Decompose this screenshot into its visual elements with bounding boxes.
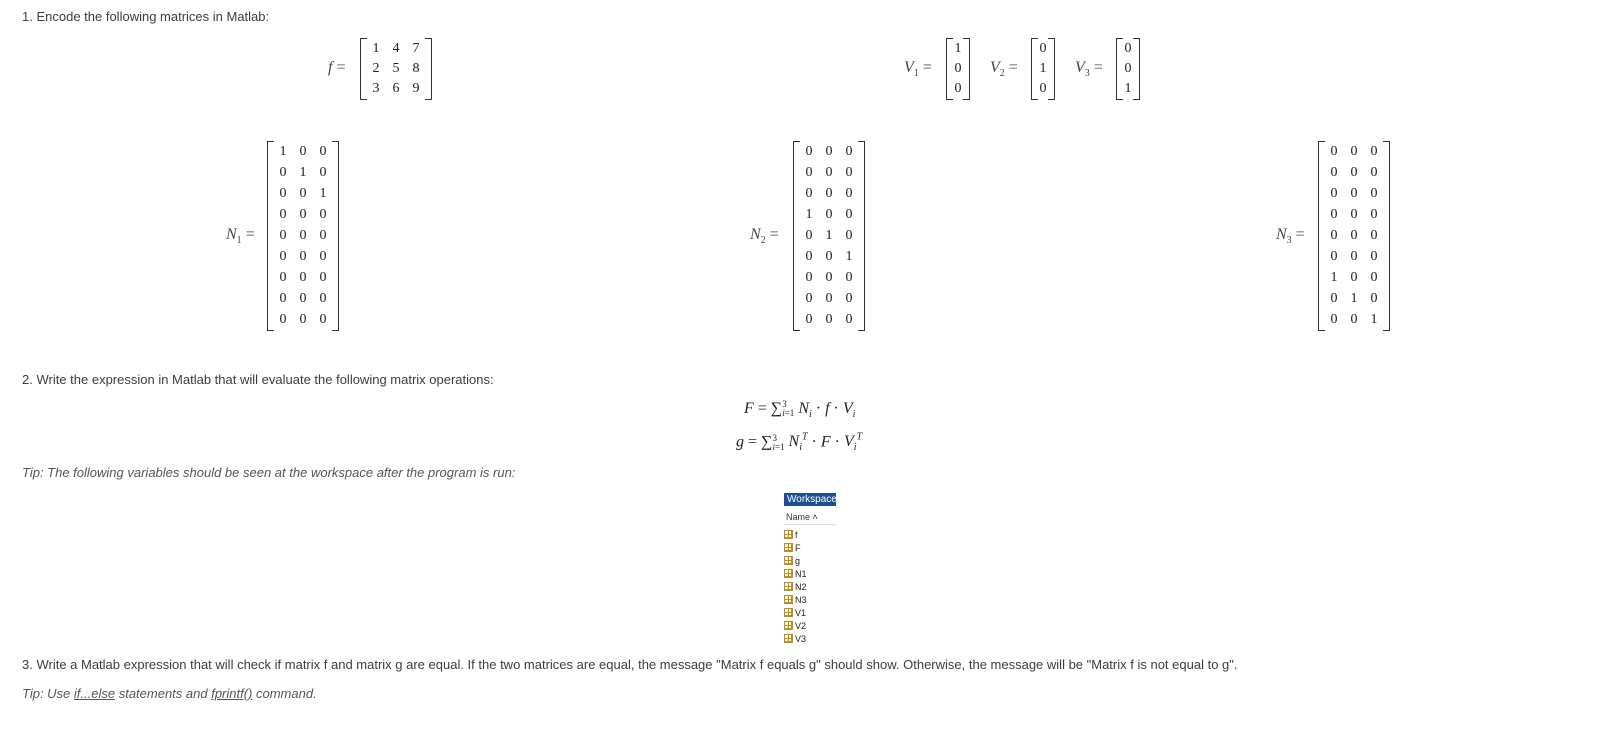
workspace-var-item[interactable] [784, 619, 836, 632]
matrix-n2-cell: 0 [825, 207, 833, 223]
matrix-n3-cell: 0 [1330, 228, 1338, 243]
question-1: 1. Encode the following matrices in Matlab: [22, 9, 270, 24]
matrix-n1-cell: 0 [319, 248, 327, 264]
matrix-n1 [267, 142, 339, 330]
matrix-n3-cell: 0 [1330, 165, 1338, 181]
matrix-n3-cell: 0 [1350, 144, 1358, 160]
matrix-variable-icon [784, 582, 793, 591]
matrix-n3-label: $N_3$ = [1276, 226, 1305, 247]
matrix-v1-cell: 1 [954, 41, 962, 56]
matrix-n2-cell: 0 [845, 311, 853, 327]
matrix-f-cell: 2 [372, 61, 380, 76]
workspace-var-name: V1 [795, 607, 807, 618]
workspace-title: Workspace [784, 493, 836, 506]
workspace-var-name: N3 [795, 594, 807, 605]
matrix-n2-cell: 0 [825, 186, 833, 202]
matrix-n1-cell: 0 [319, 228, 327, 243]
matrix-v1-cell: 0 [954, 61, 962, 76]
matrix-n3-cell: 0 [1330, 144, 1338, 160]
workspace-var-name: F [795, 542, 801, 553]
matrix-v3-cell: 1 [1124, 81, 1132, 96]
matrix-variable-icon [784, 608, 793, 617]
workspace-var-name: g [795, 555, 801, 566]
matrix-n3-cell: 0 [1370, 186, 1378, 202]
matrix-f-cell: 1 [372, 41, 380, 56]
matrix-n1-cell: 0 [319, 207, 327, 223]
matrix-n1-cell: 0 [279, 186, 287, 202]
matrix-n3-cell: 0 [1370, 144, 1378, 160]
matrix-n2-cell: 0 [845, 144, 853, 160]
ifelse-link: if...else [73, 686, 116, 701]
matrix-f-cell: 5 [392, 61, 400, 76]
matrix-n1-cell: 0 [319, 269, 327, 285]
matrix-n2-cell: 0 [805, 144, 813, 160]
matrix-n1-cell: 0 [279, 228, 287, 243]
matrix-n3-cell: 0 [1330, 248, 1338, 264]
matrix-n2-cell: 0 [825, 290, 833, 306]
matrix-n1-cell: 0 [299, 269, 307, 285]
matrix-n2-cell: 1 [805, 207, 813, 223]
matrix-n1-cell: 0 [299, 186, 307, 202]
matrix-n3-cell: 0 [1370, 269, 1378, 285]
matrix-n2-cell: 0 [845, 207, 853, 223]
matrix-n1-cell: 0 [319, 144, 327, 160]
matrix-n1-cell: 0 [299, 290, 307, 306]
workspace-var-name: V3 [795, 633, 807, 644]
tip-ifelse: Tip: Use if...else statements and fprintf() command. [22, 686, 317, 701]
matrix-n2-cell: 0 [825, 269, 833, 285]
matrix-n3-cell: 0 [1350, 269, 1358, 285]
matrix-n1-cell: 0 [299, 311, 307, 327]
matrix-n1-cell: 0 [279, 165, 287, 181]
matrix-n1-cell: 1 [319, 186, 327, 202]
matrix-n2-cell: 0 [845, 290, 853, 306]
matrix-v3-label: $V_3$ = [1075, 59, 1103, 80]
matrix-n2-cell: 0 [805, 228, 813, 243]
workspace-var-item[interactable] [784, 580, 836, 593]
matrix-n2-cell: 0 [805, 165, 813, 181]
matrix-n1-cell: 0 [279, 290, 287, 306]
matrix-n3-cell: 0 [1330, 207, 1338, 223]
workspace-var-item[interactable] [784, 593, 836, 606]
matrix-variable-icon [784, 569, 793, 578]
formula-F: F = ∑ 3 i=1 $N_i \cdot f \cdot V_i$ [744, 399, 856, 421]
matrix-n3-cell: 0 [1370, 207, 1378, 223]
matrix-n3-cell: 0 [1330, 311, 1338, 327]
matrix-n2-cell: 1 [845, 248, 853, 264]
matrix-n3-cell: 0 [1350, 248, 1358, 264]
matrix-v3 [1116, 39, 1140, 99]
matrix-n3 [1318, 142, 1390, 330]
matrix-n2-cell: 0 [825, 248, 833, 264]
matrix-v2 [1031, 39, 1055, 99]
workspace-var-item[interactable] [784, 606, 836, 619]
matrix-n3-cell: 1 [1350, 290, 1358, 306]
matrix-n2-cell: 0 [805, 248, 813, 264]
workspace-var-item[interactable] [784, 528, 836, 541]
matrix-n1-cell: 0 [299, 144, 307, 160]
matrix-n2-cell: 0 [805, 290, 813, 306]
matrix-n2-cell: 0 [805, 186, 813, 202]
matrix-f [360, 39, 432, 99]
matrix-f-cell: 4 [392, 41, 400, 56]
matrix-f-cell: 3 [372, 81, 380, 96]
matrix-f-cell: 7 [412, 41, 420, 56]
matrix-n2-cell: 0 [825, 311, 833, 327]
matrix-n3-cell: 0 [1350, 228, 1358, 243]
matrix-n1-cell: 0 [279, 311, 287, 327]
formula-g: g = ∑ 3 i=1 $N_i^T \cdot F \cdot V_i^T$ [736, 432, 863, 454]
question-2: 2. Write the expression in Matlab that will evaluate the following matrix operations: [22, 372, 494, 387]
matrix-v3-cell: 0 [1124, 41, 1132, 56]
matrix-n2-cell: 0 [805, 311, 813, 327]
matrix-f-cell: 6 [392, 81, 400, 96]
matrix-v2-cell: 0 [1039, 41, 1047, 56]
matrix-variable-icon [784, 543, 793, 552]
matrix-n3-cell: 0 [1370, 228, 1378, 243]
matrix-n3-cell: 0 [1370, 248, 1378, 264]
matrix-n3-cell: 0 [1330, 186, 1338, 202]
workspace-var-name: N1 [795, 568, 807, 579]
matrix-v1-label: $V_1$ = [904, 59, 932, 80]
matrix-variable-icon [784, 634, 793, 643]
matrix-n2-cell: 0 [845, 228, 853, 243]
matrix-n1-cell: 0 [319, 290, 327, 306]
fprintf-link: fprintf() [211, 686, 253, 701]
tip-workspace: Tip: The following variables should be seen at the workspace after the program is run: [22, 465, 516, 480]
matrix-v2-label: $V_2$ = [990, 59, 1018, 80]
matrix-variable-icon [784, 556, 793, 565]
workspace-var-item[interactable] [784, 554, 836, 567]
workspace-panel [784, 493, 836, 645]
matrix-n2-cell: 0 [845, 165, 853, 181]
workspace-var-item[interactable] [784, 541, 836, 554]
matrix-v2-cell: 0 [1039, 81, 1047, 96]
question-3: 3. Write a Matlab expression that will check if matrix f and matrix g are equal. If the two matrices are equal, the message "Matrix f equals g" should show. Otherwise, the message will be "Matrix f is not equal to g". [22, 657, 1238, 672]
matrix-n1-cell: 1 [279, 144, 287, 160]
matrix-v1 [946, 39, 970, 99]
matrix-n2-cell: 0 [805, 269, 813, 285]
matrix-n1-cell: 0 [279, 269, 287, 285]
matrix-n2-label: $N_2$ = [750, 226, 779, 247]
matrix-n2 [793, 142, 865, 330]
matrix-n3-cell: 0 [1350, 186, 1358, 202]
matrix-n3-cell: 0 [1330, 290, 1338, 306]
matrix-v3-cell: 0 [1124, 61, 1132, 76]
matrix-variable-icon [784, 621, 793, 630]
matrix-n3-cell: 0 [1350, 311, 1358, 327]
matrix-n2-cell: 0 [845, 186, 853, 202]
matrix-n1-cell: 0 [299, 228, 307, 243]
matrix-variable-icon [784, 530, 793, 539]
matrix-n1-cell: 0 [299, 207, 307, 223]
matrix-n2-cell: 1 [825, 228, 833, 243]
matrix-n3-cell: 0 [1370, 290, 1378, 306]
workspace-var-list [784, 528, 836, 645]
matrix-f-cell: 9 [412, 81, 420, 96]
matrix-v2-cell: 1 [1039, 61, 1047, 76]
matrix-n2-cell: 0 [825, 144, 833, 160]
matrix-f-label: f = [328, 59, 346, 76]
workspace-name-header: Name ˄ [784, 512, 836, 525]
matrix-n3-cell: 0 [1350, 207, 1358, 223]
matrix-n1-cell: 1 [299, 165, 307, 181]
matrix-n1-cell: 0 [299, 248, 307, 264]
matrix-f-cell: 8 [412, 61, 420, 76]
matrix-n3-cell: 0 [1370, 165, 1378, 181]
matrix-n1-cell: 0 [279, 207, 287, 223]
workspace-var-name: f [795, 529, 798, 540]
matrix-n1-label: $N_1$ = [226, 226, 255, 247]
matrix-variable-icon [784, 595, 793, 604]
matrix-n2-cell: 0 [825, 165, 833, 181]
workspace-var-name: V2 [795, 620, 807, 631]
matrix-n2-cell: 0 [845, 269, 853, 285]
matrix-n3-cell: 0 [1350, 165, 1358, 181]
matrix-v1-cell: 0 [954, 81, 962, 96]
matrix-n1-cell: 0 [319, 165, 327, 181]
workspace-var-item[interactable] [784, 567, 836, 580]
workspace-var-item[interactable] [784, 632, 836, 645]
matrix-n3-cell: 1 [1370, 311, 1378, 327]
workspace-var-name: N2 [795, 581, 807, 592]
matrix-n1-cell: 0 [279, 248, 287, 264]
matrix-n1-cell: 0 [319, 311, 327, 327]
matrix-n3-cell: 1 [1330, 269, 1338, 285]
